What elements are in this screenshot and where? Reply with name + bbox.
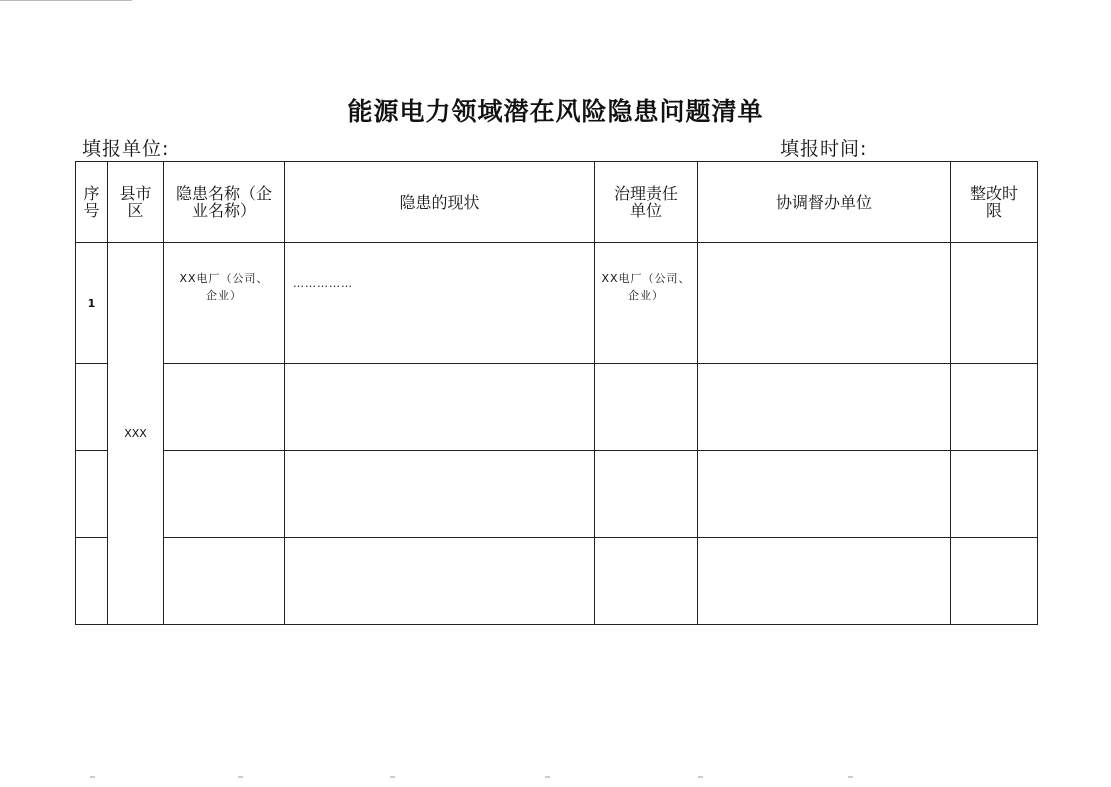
cell-status	[285, 538, 595, 625]
cell-responsible	[595, 364, 698, 451]
header-deadline: 整改时限	[951, 162, 1038, 243]
cell-hazard-name: XX电厂（公司、企业）	[164, 243, 285, 364]
cell-hazard-name	[164, 451, 285, 538]
cell-hazard-name	[164, 538, 285, 625]
scan-speck	[90, 776, 95, 778]
cell-supervise	[698, 538, 951, 625]
scan-speck	[390, 776, 395, 778]
table-row	[76, 451, 1038, 538]
cell-deadline	[951, 243, 1038, 364]
table-row	[76, 364, 1038, 451]
header-hazard-name: 隐患名称（企业名称）	[164, 162, 285, 243]
cell-responsible: XX电厂（公司、企业）	[595, 243, 698, 364]
hazard-list-table	[75, 161, 1038, 625]
scan-speck	[698, 776, 703, 778]
scan-edge-mark	[0, 0, 132, 1]
cell-seq	[76, 364, 108, 451]
header-row	[76, 162, 1038, 243]
page-title: 能源电力领域潜在风险隐患问题清单	[347, 97, 764, 126]
header-status: 隐患的现状	[285, 162, 595, 243]
cell-status: ……………	[285, 243, 595, 364]
fill-time-label: 填报时间:	[780, 138, 868, 160]
header-seq: 序号	[76, 162, 108, 243]
fill-unit-label: 填报单位:	[82, 138, 170, 160]
cell-supervise	[698, 243, 951, 364]
cell-hazard-name	[164, 364, 285, 451]
cell-supervise	[698, 451, 951, 538]
cell-county: XXX	[108, 243, 164, 625]
cell-deadline	[951, 538, 1038, 625]
table-row	[76, 243, 1038, 364]
cell-deadline	[951, 451, 1038, 538]
cell-status	[285, 451, 595, 538]
scan-specks	[0, 776, 1111, 784]
header-county: 县市区	[108, 162, 164, 243]
cell-seq	[76, 451, 108, 538]
scan-speck	[848, 776, 853, 778]
header-supervise: 协调督办单位	[698, 162, 951, 243]
cell-responsible	[595, 538, 698, 625]
cell-seq	[76, 538, 108, 625]
scan-speck	[238, 776, 243, 778]
header-responsible: 治理责任单位	[595, 162, 698, 243]
cell-responsible	[595, 451, 698, 538]
cell-seq: 1	[76, 243, 108, 364]
cell-status	[285, 364, 595, 451]
cell-supervise	[698, 364, 951, 451]
scan-speck	[545, 776, 550, 778]
table-row	[76, 538, 1038, 625]
cell-deadline	[951, 364, 1038, 451]
